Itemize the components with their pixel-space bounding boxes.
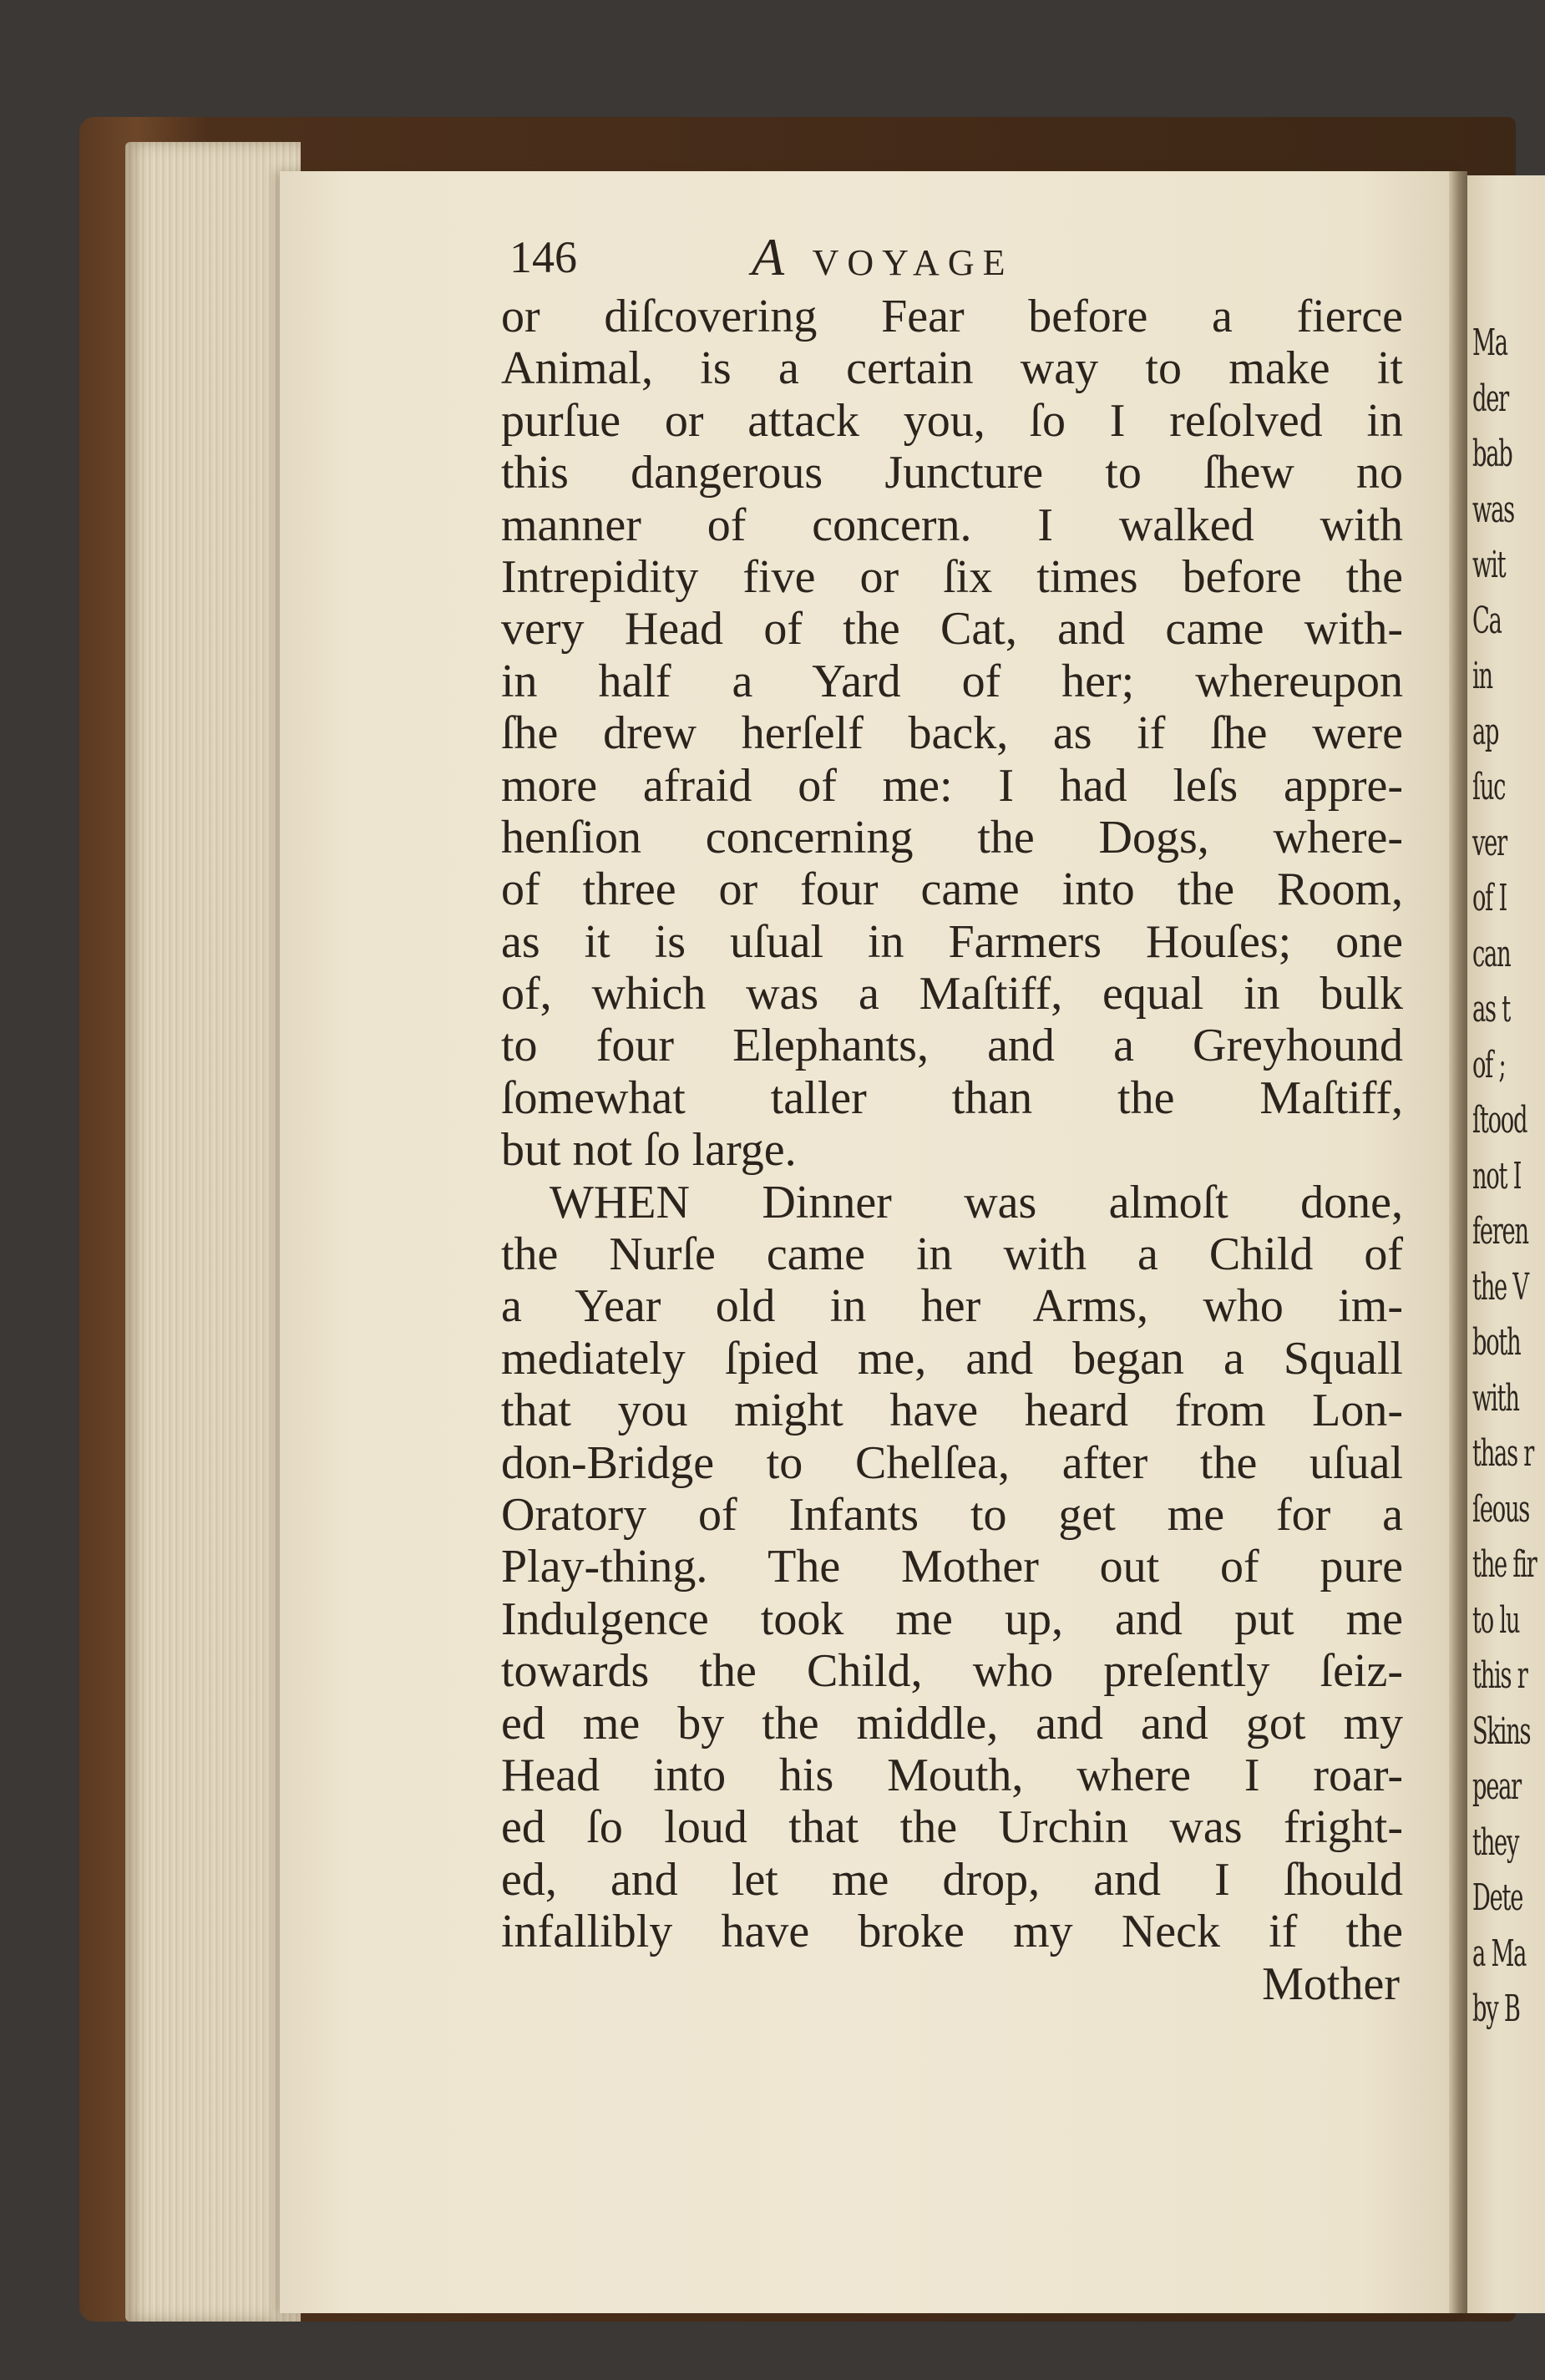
text-line: ed, and let me drop, and I ſhould (501, 1853, 1403, 1906)
text-line: Animal, is a certain way to make it (501, 342, 1403, 395)
catchword: Mother (1262, 1957, 1400, 2010)
page-text (501, 224, 1403, 2010)
text-line: Oratory of Infants to get me for a (501, 1488, 1403, 1541)
facing-line-fragment: of I (1472, 877, 1507, 919)
text-line: the Nurſe came in with a Child of (501, 1228, 1403, 1281)
facing-line-fragment: as t (1472, 988, 1510, 1030)
text-line: mediately ſpied me, and began a Squall (501, 1332, 1403, 1385)
facing-line-fragment: wit (1472, 544, 1506, 586)
text-line: that you might have heard from Lon- (501, 1385, 1403, 1437)
book-gutter (1449, 171, 1467, 2313)
facing-line-fragment: thas r (1472, 1432, 1534, 1475)
text-line: Indulgence took me up, and put me (501, 1593, 1403, 1645)
facing-line-fragment: ſuc (1472, 766, 1506, 808)
facing-line-fragment: the V (1472, 1265, 1528, 1309)
page-number: 146 (509, 232, 577, 282)
facing-line-fragment: this r (1472, 1654, 1527, 1697)
running-title-rest: VOYAGE (812, 242, 1014, 283)
facing-line-fragment: to lu (1472, 1598, 1520, 1642)
facing-line-fragment: not I (1472, 1154, 1522, 1198)
facing-line-fragment: der (1472, 377, 1508, 420)
text-line: very Head of the Cat, and came with- (501, 603, 1403, 656)
text-line: infallibly have broke my Neck if the (501, 1906, 1403, 1958)
facing-line-fragment: by B (1472, 1988, 1520, 2030)
text-line: this dangerous Juncture to ſhew no (501, 447, 1403, 499)
facing-line-fragment: ſtood (1472, 1099, 1527, 1142)
text-line: to four Elephants, and a Greyhound (501, 1020, 1403, 1072)
text-line: in half a Yard of her; whereupon (501, 655, 1403, 707)
page-stack-edge (125, 142, 301, 2322)
text-line: ed ſo loud that the Urchin was fright- (501, 1801, 1403, 1854)
facing-line-fragment: can (1472, 932, 1511, 975)
text-line: henſion concerning the Dogs, where- (501, 811, 1403, 863)
facing-line-fragment: ap (1472, 710, 1499, 753)
facing-line-fragment: feren (1472, 1210, 1528, 1253)
running-title-initial: A (752, 227, 793, 286)
text-line: ſhe drew herſelf back, as if ſhe were (501, 707, 1403, 760)
running-title (752, 224, 1013, 296)
text-line: towards the Child, who preſently ſeiz- (501, 1645, 1403, 1698)
text-line: Head into his Mouth, where I roar- (501, 1749, 1403, 1801)
text-line: ed me by the middle, and and got my (501, 1697, 1403, 1750)
text-line: of three or four came into the Room, (501, 863, 1403, 916)
text-line: Play-thing. The Mother out of pure (501, 1541, 1403, 1593)
text-line: but not ſo large. (501, 1124, 797, 1177)
text-line: or diſcovering Fear before a fierce (501, 291, 1403, 342)
facing-line-fragment: with (1472, 1376, 1519, 1420)
text-line: as it is uſual in Farmers Houſes; one (501, 915, 1403, 968)
text-line: Intrepidity five or ſix times before the (501, 550, 1403, 603)
facing-line-fragment: ſeous (1472, 1487, 1530, 1531)
facing-line-fragment: Ma (1472, 322, 1507, 364)
running-head (501, 224, 1403, 291)
facing-line-fragment: of ; (1472, 1043, 1506, 1086)
text-line: purſue or attack you, ſo I reſolved in (501, 394, 1403, 447)
facing-line-fragment: Skins (1472, 1709, 1531, 1753)
facing-line-fragment: Ca (1472, 599, 1502, 642)
body-text (501, 291, 1403, 1958)
facing-line-fragment: Dete (1472, 1876, 1523, 1919)
facing-line-fragment: they (1472, 1820, 1519, 1864)
facing-line-fragment: both (1472, 1321, 1521, 1364)
text-line: ſomewhat taller than the Maſtiff, (501, 1071, 1403, 1124)
facing-line-fragment: the fir (1472, 1543, 1537, 1586)
facing-line-fragment: a Ma (1472, 1932, 1527, 1975)
text-line: a Year old in her Arms, who im- (501, 1280, 1403, 1333)
facing-line-fragment: ver (1472, 821, 1507, 864)
facing-line-fragment: was (1472, 488, 1514, 531)
facing-line-fragment: pear (1472, 1765, 1521, 1808)
text-line: more afraid of me: I had leſs appre- (501, 759, 1403, 812)
text-line: don-Bridge to Chelſea, after the uſual (501, 1436, 1403, 1489)
facing-line-fragment: bab (1472, 433, 1512, 475)
text-line: WHEN Dinner was almoſt done, (550, 1176, 1403, 1228)
text-line: of, which was a Maſtiff, equal in bulk (501, 968, 1403, 1020)
facing-page (1467, 175, 1545, 2313)
facing-line-fragment: in (1472, 655, 1492, 697)
text-line: manner of concern. I walked with (501, 499, 1403, 551)
